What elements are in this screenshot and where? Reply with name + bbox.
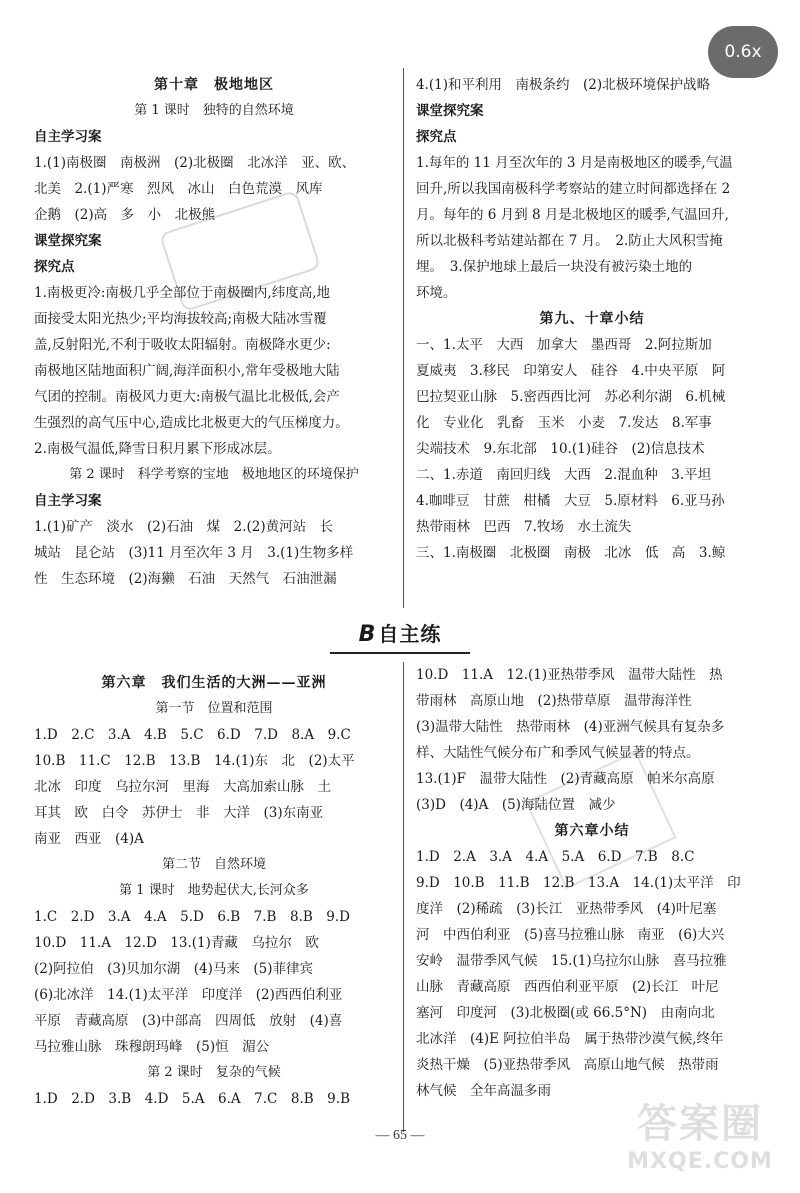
site-watermark-url: MXQE.COM [627,1149,773,1174]
answer-line: 气团的控制。南极风力更大:南极气温比北极低,会产 [34,389,340,405]
answer-line: 10.D 11.A 12.(1)亚热带季风 温带大陆性 热 [416,667,723,683]
answer-column-bottom-left [34,670,394,1112]
section-heading: 探究点 [34,259,75,275]
site-watermark-name: 答案圈 [637,1101,763,1147]
section-heading: 自主学习案 [34,129,102,145]
answer-line: 尖端技术 9.东北部 10.(1)硅谷 (2)信息技术 [416,441,705,457]
answer-line: 2.南极气温低,降雪日积月累下形成冰层。 [34,441,281,457]
answer-line: 回升,所以我国南极科学考察站的建立时间都选择在 2 [416,181,731,197]
chapter-heading: 第六章 我们生活的大洲——亚洲 [101,675,327,691]
answer-line: 北冰洋 (4)E 阿拉伯半岛 属于热带沙漠气候,终年 [416,1031,724,1047]
answer-line: 1.(1)南极圈 南极洲 (2)北极圈 北冰洋 亚、欧、 [34,155,356,171]
answer-line: 河 中西伯利亚 (5)喜马拉雅山脉 南亚 (6)大兴 [416,927,725,943]
zoom-level-text: 0.6x [724,42,762,62]
answer-column-top-right [416,72,768,566]
answer-line: 4.(1)和平利用 南极条约 (2)北极环境保护战略 [416,77,711,93]
answer-line: 山脉 青藏高原 西西伯利亚平原 (2)长江 叶尼 [416,979,719,995]
answer-line: 1.C 2.D 3.A 4.A 5.D 6.B 7.B 8.B 9.D [34,909,350,925]
answer-line: 夏威夷 3.移民 印第安人 硅谷 4.中央平原 阿 [416,363,726,379]
answer-line: 度洋 (2)稀疏 (3)长江 亚热带季风 (4)叶尼塞 [416,901,717,917]
answer-line: 三、1.南极圈 北极圈 南极 北冰 低 高 3.鲸 [416,545,726,561]
lesson-heading: 第 2 课时 科学考察的宝地 极地地区的环境保护 [69,467,359,482]
answer-line: 热带雨林 巴西 7.牧场 水土流失 [416,519,632,535]
answer-line: 所以北极科考站建站都在 7 月。 2.防止大风积雪掩 [416,233,723,249]
answer-column-bottom-right [416,662,768,1104]
answer-line: 13.(1)F 温带大陆性 (2)青藏高原 帕米尔高原 [416,771,715,787]
answer-line: (2)阿拉伯 (3)贝加尔湖 (4)马来 (5)菲律宾 [34,961,313,977]
lesson-heading: 第 1 课时 地势起伏大,长河众多 [119,883,309,898]
answer-line: (6)北冰洋 14.(1)太平洋 印度洋 (2)西西伯利亚 [34,987,343,1003]
answer-line: 1.D 2.D 3.B 4.D 5.A 6.A 7.C 8.B 9.B [34,1091,350,1107]
section-heading: 课堂探究案 [416,103,484,119]
section-title: 自主练 [378,622,442,646]
answer-line: 1.D 2.C 3.A 4.B 5.C 6.D 7.D 8.A 9.C [34,727,351,743]
answer-line: 塞河 印度河 (3)北极圈(或 66.5°N) 由南向北 [416,1005,715,1021]
answer-line: 月。每年的 6 月到 8 月是北极地区的暖季,气温回升, [416,207,729,223]
section-heading: 探究点 [416,129,457,145]
answer-line: 企鹅 (2)高 多 小 北极熊 [34,207,216,223]
section-letter: B [358,622,377,647]
summary-heading: 第九、十章小结 [539,311,645,327]
answer-line: 马拉雅山脉 珠穆朗玛峰 (5)恒 湄公 [34,1039,270,1055]
answer-line: 1.(1)矿产 淡水 (2)石油 煤 2.(2)黄河站 长 [34,519,334,535]
answer-line: 城站 昆仑站 (3)11 月至次年 3 月 3.(1)生物多样 [34,545,354,561]
section-underline [330,652,470,654]
answer-line: 盖,反射阳光,不利于吸收太阳辐射。南极降水更少: [34,337,331,353]
section-heading: 课堂探究案 [34,233,102,249]
answer-line: 样、大陆性气候分布广和季风气候显著的特点。 [416,745,700,761]
column-divider [403,662,404,1132]
answer-line: 9.D 10.B 11.B 12.B 13.A 14.(1)太平洋 印 [416,875,741,891]
answer-column-top-left [34,72,394,592]
answer-line: 平原 青藏高原 (3)中部高 四周低 放射 (4)喜 [34,1013,343,1029]
answer-line: 南亚 西亚 (4)A [34,831,144,847]
answer-line: 生强烈的高气压中心,造成比北极更大的气压梯度力。 [34,415,349,431]
answer-line: 埋。 3.保护地球上最后一块没有被污染土地的 [416,259,693,275]
answer-line: 环境。 [416,285,457,301]
answer-line: 北美 2.(1)严寒 烈风 冰山 白色荒漠 风库 [34,181,323,197]
answer-line: 一、1.太平 大西 加拿大 墨西哥 2.阿拉斯加 [416,337,712,353]
column-divider [403,68,404,608]
answer-line: 化 专业化 乳畜 玉米 小麦 7.发达 8.军事 [416,415,712,431]
answer-line: 1.每年的 11 月至次年的 3 月是南极地区的暖季,气温 [416,155,733,171]
answer-line: 面接受太阳光热少;平均海拔较高;南极大陆冰雪覆 [34,311,327,327]
zoom-level-badge[interactable] [708,26,778,78]
answer-line: 10.D 11.A 12.D 13.(1)青藏 乌拉尔 欧 [34,935,319,951]
answer-line: 炎热干燥 (5)亚热带季风 高原山地气候 热带雨 [416,1057,719,1073]
answer-line: 带雨林 高原山地 (2)热带草原 温带海洋性 [416,693,692,709]
lesson-heading: 第二节 自然环境 [161,857,266,872]
answer-line: 1.D 2.A 3.A 4.A 5.A 6.D 7.B 8.C [416,849,695,865]
answer-line: 安岭 温带季风气候 15.(1)乌拉尔山脉 喜马拉雅 [416,953,727,969]
chapter-heading: 第十章 极地地区 [154,77,274,93]
summary-heading: 第六章小结 [554,823,630,839]
answer-line: 林气候 全年高温多雨 [416,1083,551,1099]
answer-line: (3)温带大陆性 热带雨林 (4)亚洲气候具有复杂多 [416,719,725,735]
page-number: — 65 — [375,1128,425,1143]
answer-line: 1.南极更冷:南极几乎全部位于南极圈内,纬度高,地 [34,285,331,301]
answer-line: 耳其 欧 白令 苏伊士 非 大洋 (3)东南亚 [34,805,324,821]
section-b-header [0,618,800,647]
lesson-heading: 第一节 位置和范围 [155,701,273,716]
answer-line: 南极地区陆地面积广阔,海洋面积小,常年受极地大陆 [34,363,340,379]
lesson-heading: 第 2 课时 复杂的气候 [147,1065,281,1080]
answer-line: 4.咖啡豆 甘蔗 柑橘 大豆 5.原材料 6.亚马孙 [416,493,725,509]
answer-line: 性 生态环境 (2)海獭 石油 天然气 石油泄漏 [34,571,337,587]
answer-line: 二、1.赤道 南回归线 大西 2.混血种 3.平坦 [416,467,712,483]
answer-line: (3)D (4)A (5)海陆位置 减少 [416,797,616,813]
answer-line: 10.B 11.C 12.B 13.B 14.(1)东 北 (2)太平 [34,753,355,769]
answer-line: 北冰 印度 乌拉尔河 里海 大高加索山脉 土 [34,779,331,795]
lesson-heading: 第 1 课时 独特的自然环境 [134,103,294,118]
answer-line: 巴拉契亚山脉 5.密西西比河 苏必利尔湖 6.机械 [416,389,726,405]
section-heading: 自主学习案 [34,493,102,509]
